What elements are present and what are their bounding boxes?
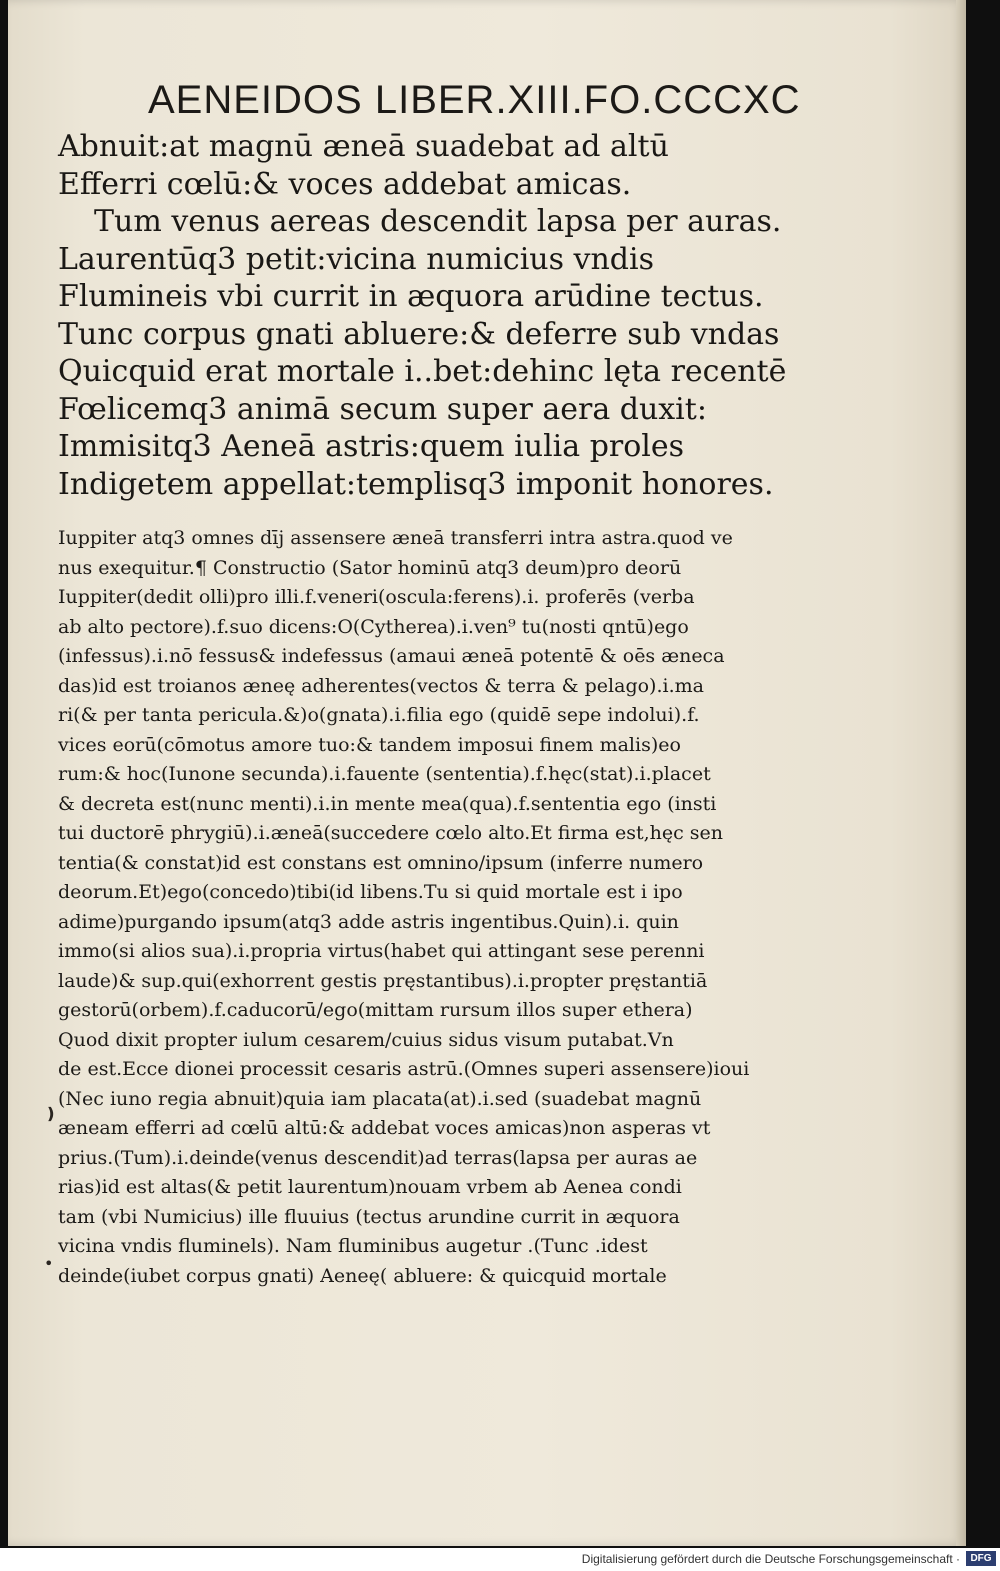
commentary-line: vices eorū(cōmotus amore tuo:& tandem imposui finem malis)eo xyxy=(58,733,681,756)
commentary-line: ri(& per tanta pericula.&)o(gnata).i.filia ego (quidē sepe indolui).f. xyxy=(58,704,700,726)
commentary-line: tui ductorē phrygiū).i.æneā(succedere cœlo alto.Et firma est,hęc sen xyxy=(58,822,724,844)
commentary-line: vicina vndis fluminels). Nam fluminibus augetur .(Tunc .idest xyxy=(58,1235,648,1257)
dfg-logo-icon: DFG xyxy=(966,1551,996,1566)
commentary-line: Iuppiter atq3 omnes dīj assensere æneā transferri intra astra.quod ve xyxy=(58,527,733,549)
commentary-line: æneam efferri ad cœlū altū:& addebat voces amicas)non asperas vt xyxy=(58,1117,711,1139)
verse-line: Immisitq3 Aeneā astris:quem iulia proles xyxy=(58,429,685,464)
commentary-line: laude)& sup.qui(exhorrent gestis pręstantibus).i.propter pręstantiā xyxy=(58,969,708,992)
commentary-line: adime)purgando ipsum(atq3 adde astris ingentibus.Quin).i. quin xyxy=(58,910,679,933)
commentary-line: Quod dixit propter iulum cesarem/cuius sidus visum putabat.Vn xyxy=(58,1028,674,1051)
commentary-line: deorum.Et)ego(concedo)tibi(id libens.Tu si quid mortale est i ipo xyxy=(58,881,683,903)
commentary-line: & decreta est(nunc menti).i.in mente mea(qua).f.sententia ego (insti xyxy=(58,792,717,815)
commentary-line: immo(si alios sua).i.propria virtus(habet qui attingant sese perenni xyxy=(58,940,705,962)
commentary-line: nus exequitur.¶ Constructio (Sator hominū atq3 deum)pro deorū xyxy=(58,556,682,579)
commentary-line: de est.Ecce dionei processit cesaris astrū.(Omnes superi assensere)ioui xyxy=(58,1058,750,1080)
commentary-line: ab alto pectore).f.suo dicens:O(Cytherea).i.ven⁹ tu(nosti qntū)ego xyxy=(58,615,689,638)
verse-line: Efferri cœlū:& voces addebat amicas. xyxy=(58,166,632,202)
commentary-line: rias)id est altas(& petit laurentum)nouam vrbem ab Aenea condi xyxy=(58,1176,682,1198)
commentary-line: tentia(& constat)id est constans est omnino/ipsum (inferre numero xyxy=(58,851,704,874)
page-edge xyxy=(956,0,966,1546)
verse-line: Fœlicemq3 animā secum super aera duxit: xyxy=(58,391,707,427)
commentary-line: Iuppiter(dedit olli)pro illi.f.veneri(oscula:ferens).i. proferēs (verba xyxy=(58,586,695,608)
verse-line: Laurentūq3 petit:vicina numicius vndis xyxy=(58,241,655,277)
commentary-line: tam (vbi Numicius) ille fluuius (tectus arundine currit in æquora xyxy=(58,1205,680,1228)
verse-line: Abnuit:at magnū æneā suadebat ad altū xyxy=(58,129,669,164)
commentary-line: deinde(iubet corpus gnati) Aeneę( abluere: & quicquid mortale xyxy=(58,1264,667,1287)
verse-line: Quicquid erat mortale i..bet:dehinc lęta recentē xyxy=(58,354,787,389)
verse-line: Flumineis vbi currit in æquora arūdine tectus. xyxy=(58,279,764,314)
commentary-line: (infessus).i.nō fessus& indefessus (amaui æneā potentē & oēs æneca xyxy=(58,645,725,667)
footer-credit: Digitalisierung gefördert durch die Deutsche Forschungsgemeinschaft · xyxy=(581,1552,960,1566)
commentary-block xyxy=(58,524,778,1291)
margin-mark-icon: ❫ xyxy=(44,1104,58,1123)
commentary-line: (Nec iuno regia abnuit)quia iam placata(at).i.sed (suadebat magnū xyxy=(58,1087,702,1110)
margin-dot-icon: • xyxy=(44,1254,54,1273)
verse-block xyxy=(58,128,787,503)
commentary-line: das)id est troianos æneę adherentes(vectos & terra & pelago).i.ma xyxy=(58,674,704,697)
running-head: AENEIDOS LIBER.XIII.FO.CCCXC xyxy=(148,78,801,122)
verse-line: Tum venus aereas descendit lapsa per auras. xyxy=(94,204,782,239)
verse-line: Tunc corpus gnati abluere:& deferre sub vndas xyxy=(58,316,780,352)
commentary-line: gestorū(orbem).f.caducorū/ego(mittam rursum illos super ethera) xyxy=(58,999,693,1021)
commentary-line: prius.(Tum).i.deinde(venus descendit)ad terras(lapsa per auras ae xyxy=(58,1146,698,1169)
commentary-line: rum:& hoc(Iunone secunda).i.fauente (sententia).f.hęc(stat).i.placet xyxy=(58,763,711,785)
verse-line: Indigetem appellat:templisq3 imponit honores. xyxy=(58,466,774,502)
digitization-footer xyxy=(0,1548,1000,1571)
